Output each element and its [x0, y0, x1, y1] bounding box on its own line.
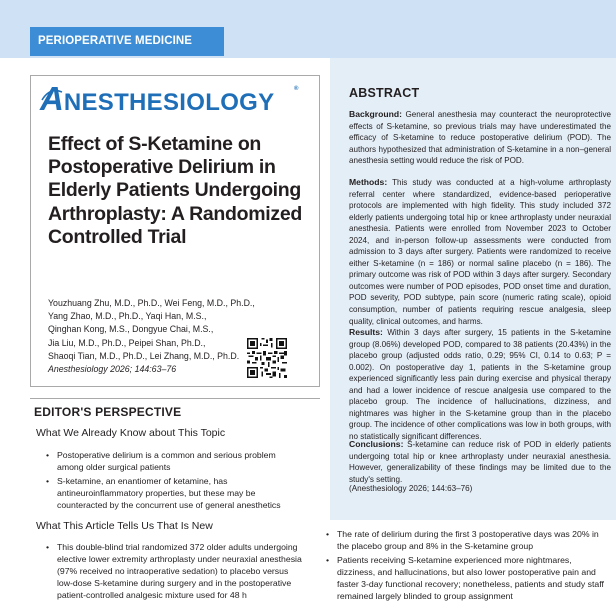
abstract-label: Background: — [349, 109, 402, 119]
logo-trademark: ® — [294, 86, 299, 92]
logo-swoosh-icon — [41, 89, 63, 101]
qr-code-icon — [247, 338, 287, 378]
author-line: Youzhuang Zhu, M.D., Ph.D., Wei Feng, M.D., Ph.D., — [48, 298, 255, 308]
journal-logo — [40, 80, 275, 121]
new-bullet-list-continued — [326, 528, 604, 603]
list-item: • The rate of delirium during the first 3 postoperative days was 20% in the placebo group and 8% in the S-ketamine group — [326, 528, 604, 552]
logo-rest: NESTHESIOLOGY — [63, 89, 275, 116]
list-item: • Patients receiving S-ketamine experienced more nightmares, dizziness, and hallucinations, but also lower postoperative pain and faster 3-day functional recovery; nonetheless, patients and study staff remained largely blinded to group assignment — [326, 554, 604, 602]
abstract-citation: (Anesthesiology 2026; 144:63–76) — [349, 484, 473, 493]
abstract-label: Conclusions: — [349, 439, 404, 449]
article-citation: Anesthesiology 2026; 144:63–76 — [48, 364, 177, 374]
author-line: Yang Zhao, M.D., Ph.D., Yaqi Han, M.S., — [48, 311, 207, 322]
abstract-label: Methods: — [349, 177, 388, 187]
author-list — [48, 297, 268, 363]
list-item: • S-ketamine, an enantiomer of ketamine, has antineuroinflammatory properties, but these may be counteracted by the concurrent use of general anesthetics — [46, 475, 304, 511]
known-bullet-list — [46, 449, 304, 512]
section-label: PERIOPERATIVE MEDICINE — [38, 35, 193, 47]
abstract-header: ABSTRACT — [349, 86, 420, 100]
abstract-text: S-ketamine can reduce risk of POD in elderly patients undergoing total hip or knee arthroplasty under neuraxial anesthesia. However, generalizability of these findings may be limited due to the study's setting. — [349, 440, 611, 484]
abstract-methods — [349, 177, 611, 327]
abstract-label: Results: — [349, 327, 383, 337]
list-item: • This double-blind trial randomized 372 older adults undergoing elective lower extremity arthroplasty under neuraxial anesthesia (97% received no intraoperative sedation) to placebo versus low-dose S-ketamine during surgery and in the postoperative patient-controlled analgesic mixture used for 48 h — [46, 541, 304, 601]
abstract-conclusions — [349, 439, 611, 485]
list-item: • Postoperative delirium is a common and serious problem among older surgical patients — [46, 449, 304, 473]
abstract-text: Within 3 days after surgery, 15 patients in the S-ketamine group (8.06%) developed POD, compared to 38 patients (20.43%) in the placebo group (adjusted odds ratio, 0.29; 95% CI, 0.14 to 0.63; P = 0.002). On postoperative day 1, patients in the S-ketamine group experienced significantly less pain during exercise and physical therapy and had a lower incidence of rescue analgesia use compared to the placebo group. The incidence of hallucinations, dizziness, and nightmares was higher in the S-ketamine group than in the placebo group. The incidence of other complications was low in both groups, with no statistically significant differences. — [349, 328, 612, 441]
author-line: Qinghan Kong, M.S., Dongyue Chai, M.S., — [48, 324, 214, 335]
logo-initial: A — [40, 80, 64, 117]
author-line: Jia Liu, M.D., Ph.D., Peipei Shan, Ph.D., — [48, 337, 206, 348]
section-divider — [30, 398, 320, 399]
editors-perspective-header: EDITOR'S PERSPECTIVE — [34, 405, 182, 419]
known-heading: What We Already Know about This Topic — [36, 427, 226, 439]
article-title: Effect of S-Ketamine on Postoperative Delirium in Elderly Patients Undergoing Arthroplasty: A Randomized Controlled Trial — [48, 133, 303, 248]
abstract-text: This study was conducted at a high-volume arthroplasty referral center where standardized, evidence-based perioperative protocols are implemented with high fidelity. This study included 372 elderly patients undergoing total hip or knee arthroplasty under neuraxial anesthesia. Patients were enrolled from November 2023 to October 2024, and in-person follow-up assessments were conducted from admission to 3 days after surgery. Patients were randomized to receive either S-ketamine (n = 186) or normal saline placebo (n = 186). The primary outcome was risk of POD within 3 days after surgery. Secondary outcomes were number of POD episodes, POD onset time and duration, POD severity, POD subtype, pain score (numeric rating scale), opioid consumption, number of patients requiring rescue analgesia, sleep quality, clinical outcomes, and harms. — [349, 178, 612, 326]
abstract-results — [349, 327, 611, 442]
new-bullet-list — [46, 541, 304, 603]
author-line: Shaoqi Tian, M.D., Ph.D., Lei Zhang, M.D., Ph.D. — [48, 350, 240, 361]
abstract-text: General anesthesia may counteract the neuroprotective effects of S-ketamine, so previous trials may have underestimated the efficacy of S-ketamine to reduce postoperative delirium (POD). The authors hypothesized that administration of S-ketamine in a non–general anesthesia setting would reduce the risk of POD. — [349, 110, 611, 166]
new-heading: What This Article Tells Us That Is New — [36, 520, 213, 532]
abstract-background — [349, 109, 611, 167]
